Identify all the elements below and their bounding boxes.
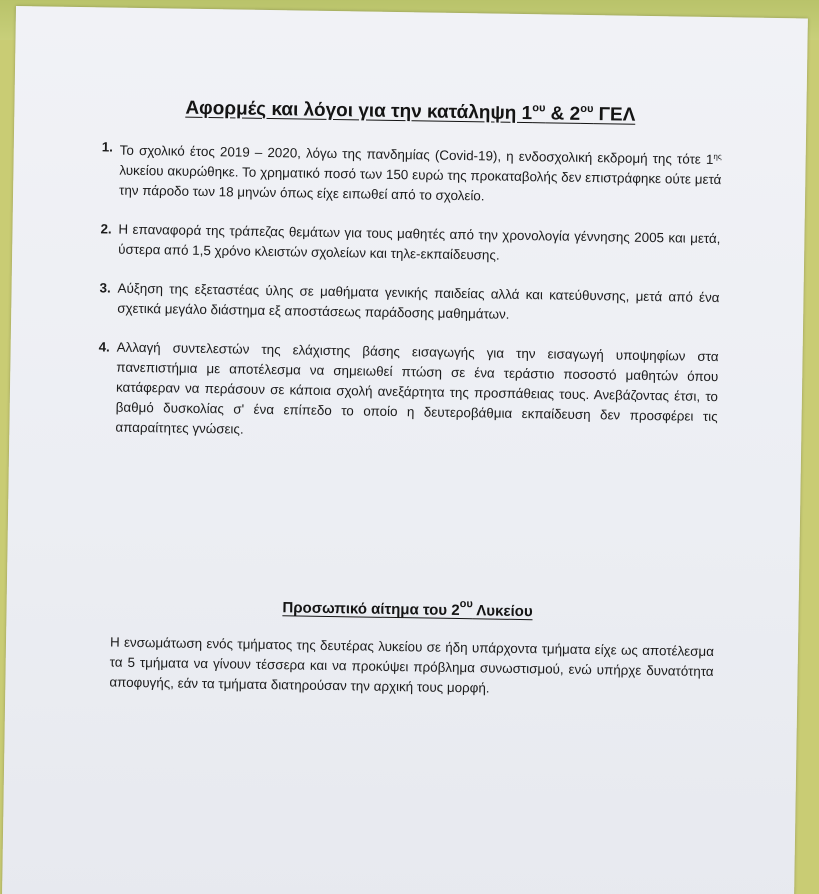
section-subtitle xyxy=(6,591,798,624)
item-number: 3. xyxy=(99,280,111,296)
grievances-list xyxy=(97,137,722,466)
item-number: 4. xyxy=(98,339,110,355)
title-text-part: ΓΕΛ xyxy=(593,104,636,126)
title-text-part: Αφορμές και λόγοι για την κατάληψη 1 xyxy=(185,97,533,125)
document-title xyxy=(14,94,806,129)
item-text: Αλλαγή συντελεστών της ελάχιστης βάσης εισαγωγής για την εισαγωγή υποψηφίων στα πανεπιστήμια με αποτέλεσμα να σημειωθεί πτώση σε ένα τεράστιο ποσοστό μαθητών όπου κατάφεραν να περάσουν σε κάποια σχολή ανεξάρτητα της προσπάθειας τους. Ανεβάζοντας έτσι, το βαθμό δυσκολίας σ' ένα επίπεδο το οποίο η δευτεροβάθμια εκπαίδευση δεν προσφέρει τις απαραίτητες γνώσεις. xyxy=(115,339,719,437)
item-text: Η επαναφορά της τράπεζας θεμάτων για τους μαθητές από την χρονολογία γέννησης 2005 και μετά, ύστερα από 1,5 χρόνο κλειστών σχολείων και τηλε-εκπαίδευσης. xyxy=(118,221,721,263)
title-superscript: ου xyxy=(532,102,546,115)
item-text: Αύξηση της εξεταστέας ύλης σε μαθήματα γενικής παιδείας αλλά και κατεύθυνσης, μετά από ένα σχετικά μεγάλο διάστημα εξ αποστάσεως παράδοσης μαθημάτων. xyxy=(117,280,720,322)
item-text: λυκείου ακυρώθηκε. Το χρηματικό ποσό των 150 ευρώ της προκαταβολής δεν επιστράφηκε ούτε μετά την πάροδο των 18 μηνών όπως είχε ειπωθεί από το σχολείο. xyxy=(119,162,722,204)
list-item xyxy=(101,137,722,210)
item-superscript: ης xyxy=(713,151,722,162)
subtitle-superscript: ου xyxy=(459,598,473,611)
list-item xyxy=(100,219,721,269)
subtitle-text-part: Λυκείου xyxy=(472,602,533,621)
request-paragraph: Η ενσωμάτωση ενός τμήματος της δευτέρας λυκείου σε ήδη υπάρχοντα τμήματα είχε ως αποτέλεσμα τα 5 τμήματα να γίνουν τέσσερα και να προκύψει πρόβλημα συνωστισμού, ενώ υπήρχε δυνατότητα αποφυγής, εάν τα τμήματα διατηρούσαν την αρχική τους μορφή. xyxy=(109,634,715,696)
paper-sheet xyxy=(2,6,808,894)
list-item xyxy=(99,278,720,328)
subtitle-text-part: Προσωπικό αίτημα του 2 xyxy=(282,599,460,620)
item-number: 2. xyxy=(100,221,112,237)
title-text-part: & 2 xyxy=(545,103,581,125)
item-number: 1. xyxy=(101,139,114,155)
list-item xyxy=(97,337,718,447)
title-superscript: ου xyxy=(580,102,594,116)
item-text: Το σχολικό έτος 2019 – 2020, λόγω της πανδημίας (Covid-19), η ενδοσχολική εκδρομή της τότε 1 xyxy=(119,142,714,167)
